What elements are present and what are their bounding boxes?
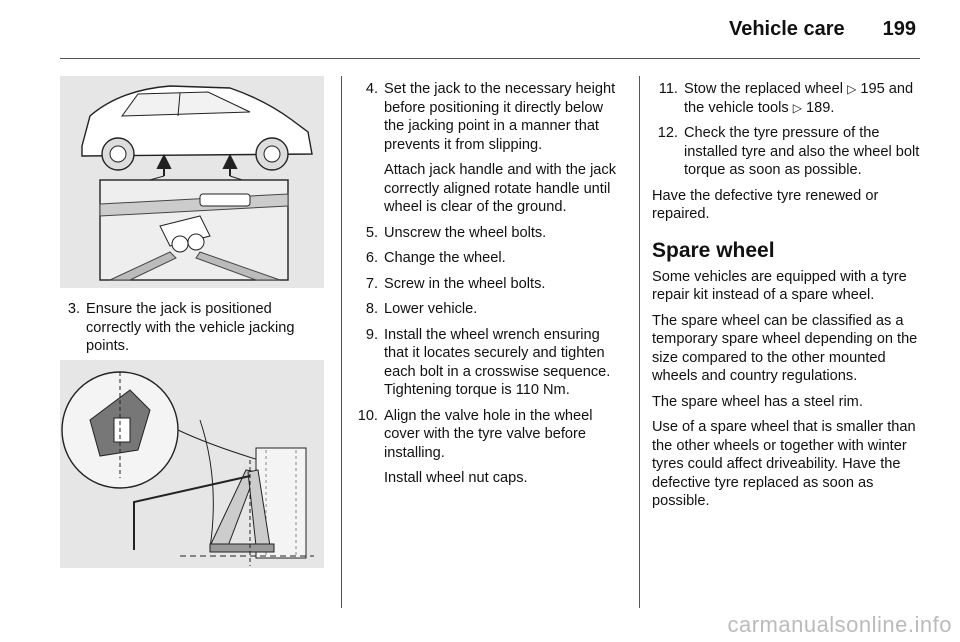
column-divider-2 bbox=[639, 76, 640, 608]
step-number: 7. bbox=[365, 275, 378, 292]
step-number: 3. bbox=[67, 301, 80, 317]
step-number: 12. bbox=[657, 125, 678, 141]
step-text: Set the jack to the necessary height before positioning it directly below the jacking point in a manner that prevents it from slipping. bbox=[384, 81, 616, 153]
step-number: 9. bbox=[365, 326, 378, 343]
step-11 bbox=[652, 80, 922, 117]
step-text: Install the wheel wrench ensuring that it locates securely and tighten each bolt in a crosswise sequence. Tightening torque is 110 Nm. bbox=[384, 326, 611, 398]
paragraph: Some vehicles are equipped with a tyre repair kit instead of a spare wheel. bbox=[652, 268, 907, 303]
page-reference-link[interactable]: 195 bbox=[860, 81, 885, 97]
step-number: 8. bbox=[365, 301, 378, 317]
step-number: 6. bbox=[365, 250, 378, 266]
column-3 bbox=[652, 80, 922, 518]
step-text: Ensure the jack is positioned correctly with the vehicle jacking points. bbox=[86, 301, 295, 354]
arrow-reference-icon: ▷ bbox=[792, 100, 802, 115]
step-9 bbox=[352, 326, 624, 400]
step-10 bbox=[352, 407, 624, 488]
column-divider-1 bbox=[341, 76, 342, 608]
step-7 bbox=[352, 275, 624, 294]
paragraph: The spare wheel can be classified as a temporary spare wheel depending on the size compared to the other mounted wheels and country regulations. bbox=[652, 312, 918, 384]
step-6 bbox=[352, 249, 624, 268]
step-number: 4. bbox=[365, 81, 378, 97]
page-header bbox=[729, 18, 916, 41]
step-text: Align the valve hole in the wheel cover with the tyre valve before installing. bbox=[384, 407, 593, 461]
defective-tyre-paragraph: Have the defective tyre renewed or repaired. bbox=[652, 187, 879, 222]
step-number: 10. bbox=[357, 407, 378, 424]
step-text: Change the wheel. bbox=[384, 250, 506, 266]
step-subtext: Install wheel nut caps. bbox=[384, 470, 528, 486]
page-number: 199 bbox=[882, 18, 916, 40]
step-text: Unscrew the wheel bolts. bbox=[384, 224, 547, 241]
step-text: Check the tyre pressure of the installed tyre and also the wheel bolt torque as soon as possible. bbox=[684, 125, 920, 178]
step-subtext: Attach jack handle and with the jack correctly aligned rotate handle until wheel is clear of the ground. bbox=[384, 162, 617, 215]
step-text: Stow the replaced wheel ▷ 195 and the vehicle tools ▷ 189. bbox=[684, 81, 914, 116]
page-reference-link[interactable]: 189 bbox=[806, 99, 831, 116]
step-text: Screw in the wheel bolts. bbox=[384, 275, 546, 292]
paragraph: The spare wheel has a steel rim. bbox=[652, 393, 863, 410]
section-heading: Spare wheel bbox=[652, 238, 775, 262]
step-number: 5. bbox=[365, 224, 378, 241]
step-8 bbox=[352, 300, 624, 319]
header-rule bbox=[60, 58, 920, 59]
step-number: 11. bbox=[658, 81, 678, 97]
step-12 bbox=[652, 124, 922, 180]
step-3 bbox=[60, 300, 324, 356]
column-1 bbox=[60, 300, 324, 363]
watermark: carmanualsonline.info bbox=[727, 612, 952, 637]
jack-positioning-illustration bbox=[60, 360, 324, 568]
car-jacking-points-illustration bbox=[60, 76, 324, 288]
paragraph: Use of a spare wheel that is smaller than the other wheels or together with winter tyres could affect driveability. Have the defective tyre replaced as soon as possible. bbox=[652, 419, 916, 509]
arrow-reference-icon: ▷ bbox=[847, 82, 857, 96]
step-4 bbox=[352, 80, 624, 217]
step-text: Lower vehicle. bbox=[384, 301, 478, 317]
step-5 bbox=[352, 224, 624, 243]
section-title: Vehicle care bbox=[728, 18, 845, 40]
column-2 bbox=[352, 80, 624, 495]
